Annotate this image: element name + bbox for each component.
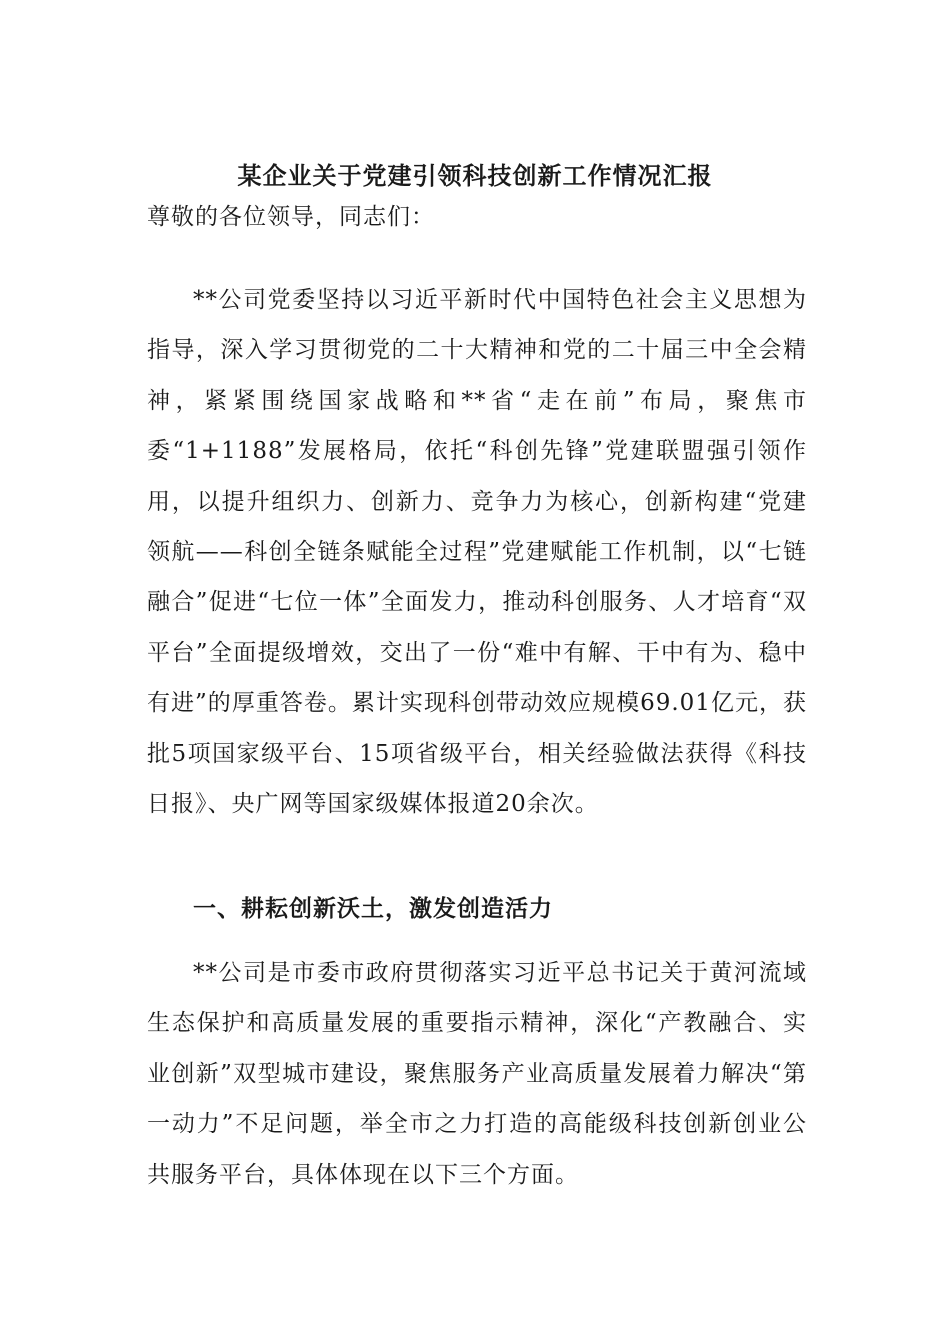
section-1-paragraph: **公司是市委市政府贯彻落实习近平总书记关于黄河流域生态保护和高质量发展的重要指示精神，深化“产教融合、实业创新”双型城市建设，聚焦服务产业高质量发展着力解决“第一动力”不足问题，举全市之力打造的高能级科技创新创业公共服务平台，具体体现在以下三个方面。 <box>147 960 807 1188</box>
document-title: 某企业关于党建引领科技创新工作情况汇报 <box>237 162 713 190</box>
intro-paragraph: **公司党委坚持以习近平新时代中国特色社会主义思想为指导，深入学习贯彻党的二十大精神和党的二十届三中全会精神，紧紧围绕国家战略和**省“走在前”布局，聚焦市委“1+1188”发展格局，依托“科创先锋”党建联盟强引领作用，以提升组织力、创新力、竞争力为核心，创新构建“党建领航——科创全链条赋能全过程”党建赋能工作机制，以“七链融合”促进“七位一体”全面发力，推动科创服务、人才培育“双平台”全面提级增效，交出了一份“难中有解、干中有为、稳中有进”的厚重答卷。累计实现科创带动效应规模69.01亿元，获批5项国家级平台、15项省级平台，相关经验做法获得《科技日报》、央广网等国家级媒体报道20余次。 <box>147 287 807 818</box>
section-heading-1: 一、耕耘创新沃土，激发创造活力 <box>193 896 553 922</box>
salutation: 尊敬的各位领导，同志们： <box>147 204 435 230</box>
